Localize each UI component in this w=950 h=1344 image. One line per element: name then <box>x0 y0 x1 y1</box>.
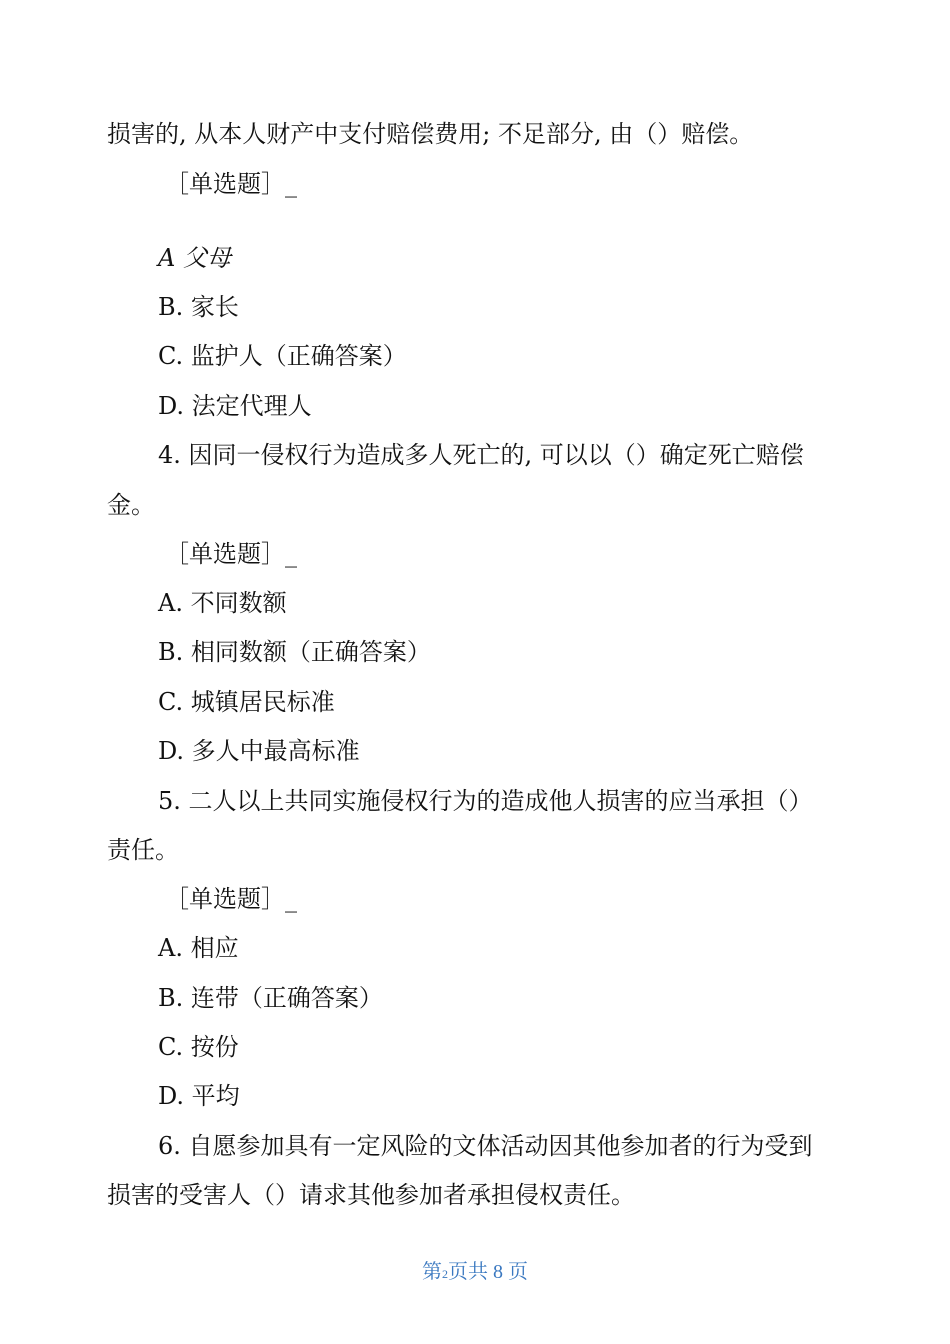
question-3-option-b: B. 家长 <box>158 293 239 321</box>
question-6-stem-line-2: 损害的受害人（）请求其他参加者承担侵权责任。 <box>107 1181 635 1209</box>
question-3-stem-tail: 损害的, 从本人财产中支付赔偿费用; 不足部分, 由（）赔偿。 <box>107 120 754 148</box>
question-4-option-b: B. 相同数额（正确答案） <box>158 638 431 666</box>
question-5-option-a: A. 相应 <box>158 934 239 962</box>
footer-prefix: 第 <box>422 1261 442 1283</box>
question-4-option-d: D. 多人中最高标准 <box>158 737 360 765</box>
footer-current-page: 2 <box>442 1267 448 1281</box>
question-3-option-d: D. 法定代理人 <box>158 392 312 420</box>
question-5-option-b: B. 连带（正确答案） <box>158 984 383 1012</box>
question-4-stem-line-2: 金。 <box>107 491 155 519</box>
question-3-type-tag: ［单选题］_ <box>165 170 297 198</box>
question-5-option-c: C. 按份 <box>158 1033 239 1061</box>
question-4-option-c: C. 城镇居民标准 <box>158 688 335 716</box>
footer-total-pages: 8 <box>493 1261 503 1283</box>
question-3-option-a: A 父母 <box>158 244 231 272</box>
question-6-stem-line-1: 6. 自愿参加具有一定风险的文体活动因其他参加者的行为受到 <box>158 1132 813 1160</box>
question-5-stem-line-1: 5. 二人以上共同实施侵权行为的造成他人损害的应当承担（） <box>158 787 813 815</box>
question-5-type-tag: ［单选题］_ <box>165 885 297 913</box>
question-4-type-tag: ［单选题］_ <box>165 540 297 568</box>
question-5-stem-line-2: 责任。 <box>107 836 179 864</box>
question-4-option-a: A. 不同数额 <box>158 589 287 617</box>
question-5-option-d: D. 平均 <box>158 1082 240 1110</box>
question-4-stem-line-1: 4. 因同一侵权行为造成多人死亡的, 可以以（）确定死亡赔偿 <box>158 441 804 469</box>
question-3-option-c: C. 监护人（正确答案） <box>158 342 407 370</box>
footer-middle: 页共 <box>448 1261 488 1283</box>
footer-suffix: 页 <box>508 1261 528 1283</box>
page-footer <box>0 1259 950 1287</box>
